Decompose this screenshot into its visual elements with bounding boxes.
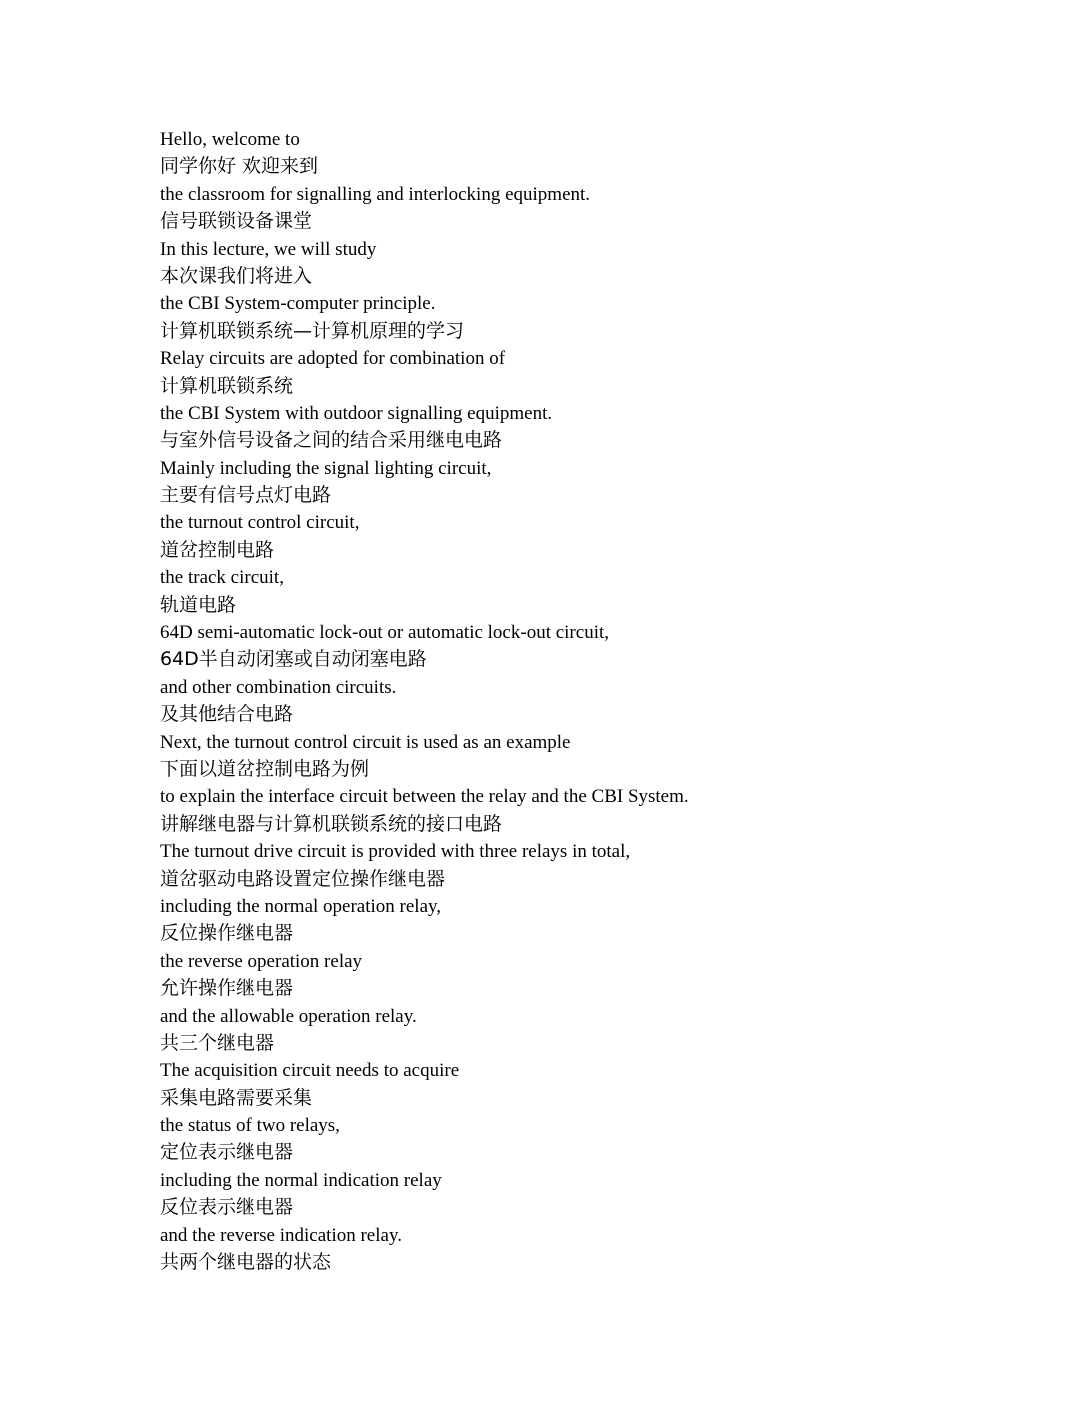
- transcript-pair: [160, 290, 1040, 345]
- chinese-line: 采集电路需要采集: [160, 1086, 313, 1109]
- transcript-pair: [160, 1112, 1040, 1167]
- chinese-line: 道岔驱动电路设置定位操作继电器: [160, 867, 446, 890]
- english-line: and the allowable operation relay.: [160, 1005, 417, 1027]
- english-line: The turnout drive circuit is provided with three relays in total,: [160, 841, 631, 863]
- english-line: the reverse operation relay: [160, 950, 363, 972]
- transcript-pair: [160, 345, 1040, 400]
- transcript-pair: [160, 236, 1040, 291]
- transcript-pair: [160, 1167, 1040, 1222]
- transcript-pair: [160, 838, 1040, 893]
- chinese-line: 64D半自动闭塞或自动闭塞电路: [160, 648, 427, 671]
- transcript-pair: [160, 1222, 1040, 1277]
- chinese-line: 允许操作继电器: [160, 977, 294, 1000]
- chinese-line: 反位操作继电器: [160, 922, 294, 945]
- english-line: Relay circuits are adopted for combination of: [160, 348, 506, 370]
- english-line: and the reverse indication relay.: [160, 1224, 402, 1246]
- chinese-line: 计算机联锁系统: [160, 374, 294, 397]
- chinese-line: 本次课我们将进入: [160, 264, 313, 287]
- transcript-pair: [160, 783, 1040, 838]
- chinese-line: 及其他结合电路: [160, 703, 294, 726]
- english-line: the CBI System with outdoor signalling equipment.: [160, 402, 553, 424]
- english-line: and other combination circuits.: [160, 676, 397, 698]
- chinese-line: 与室外信号设备之间的结合采用继电电路: [160, 429, 503, 452]
- english-line: In this lecture, we will study: [160, 238, 377, 260]
- chinese-line: 共两个继电器的状态: [160, 1251, 332, 1274]
- transcript-pair: [160, 948, 1040, 1003]
- transcript-pair: [160, 400, 1040, 455]
- transcript-pair: [160, 729, 1040, 784]
- chinese-line: 计算机联锁系统—计算机原理的学习: [160, 319, 465, 342]
- chinese-line: 主要有信号点灯电路: [160, 484, 332, 507]
- english-line: including the normal operation relay,: [160, 895, 442, 917]
- chinese-line: 讲解继电器与计算机联锁系统的接口电路: [160, 812, 503, 835]
- document-page: [160, 126, 1040, 1276]
- english-line: Hello, welcome to: [160, 129, 300, 150]
- chinese-line: 同学你好 欢迎来到: [160, 155, 319, 178]
- english-line: the turnout control circuit,: [160, 512, 360, 534]
- transcript-pair: [160, 126, 1040, 181]
- english-line: the track circuit,: [160, 567, 284, 589]
- english-line: including the normal indication relay: [160, 1169, 442, 1191]
- chinese-line: 轨道电路: [160, 593, 237, 616]
- english-line: Next, the turnout control circuit is used as an example: [160, 731, 571, 753]
- english-line: Mainly including the signal lighting circuit,: [160, 457, 492, 479]
- transcript-pair: [160, 893, 1040, 948]
- chinese-line: 反位表示继电器: [160, 1196, 294, 1219]
- transcript-pair: [160, 181, 1040, 236]
- transcript-pair: [160, 619, 1040, 674]
- transcript-pair: [160, 1003, 1040, 1058]
- transcript-pair: [160, 509, 1040, 564]
- english-line: The acquisition circuit needs to acquire: [160, 1060, 460, 1082]
- chinese-line: 道岔控制电路: [160, 538, 275, 561]
- transcript-pair: [160, 455, 1040, 510]
- transcript-pair: [160, 1057, 1040, 1112]
- chinese-line: 共三个继电器: [160, 1031, 275, 1054]
- transcript-pair: [160, 564, 1040, 619]
- transcript-pair: [160, 674, 1040, 729]
- english-line: the CBI System-computer principle.: [160, 293, 436, 315]
- chinese-line: 下面以道岔控制电路为例: [160, 757, 370, 780]
- english-line: the status of two relays,: [160, 1115, 340, 1137]
- english-line: to explain the interface circuit between the relay and the CBI System.: [160, 786, 689, 808]
- english-line: the classroom for signalling and interlocking equipment.: [160, 183, 591, 205]
- english-line: 64D semi-automatic lock-out or automatic lock-out circuit,: [160, 622, 610, 644]
- chinese-line: 定位表示继电器: [160, 1141, 294, 1164]
- chinese-line: 信号联锁设备课堂: [160, 210, 313, 233]
